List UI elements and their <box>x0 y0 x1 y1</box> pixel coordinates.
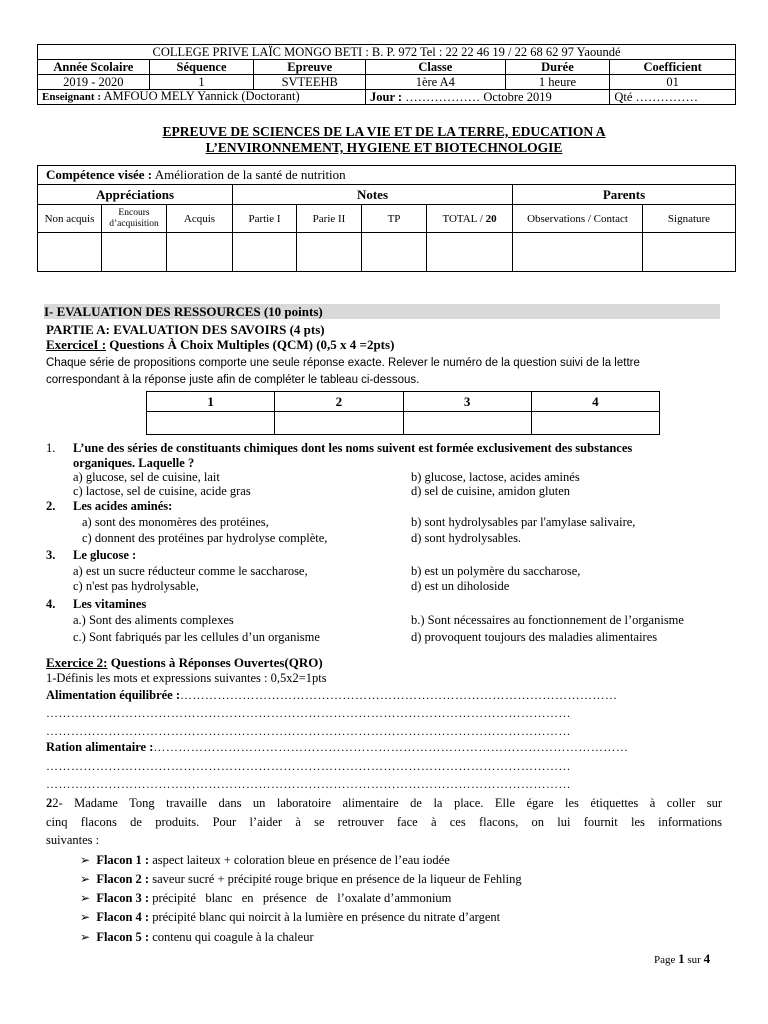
page-mid: sur <box>684 954 704 966</box>
parents-signature: Signature <box>643 205 736 233</box>
flacon-4-text: précipité blanc qui noircit à la lumière en présence du nitrate d’argent <box>149 910 501 924</box>
flacon-3-item <box>80 891 451 906</box>
question-1-option-a: a) glucose, sel de cuisine, lait <box>73 470 220 484</box>
col-label-sequence: Séquence <box>149 60 254 75</box>
appr-non-acquis: Non acquis <box>38 205 102 233</box>
note-partie-2: Parie II <box>297 205 362 233</box>
col-value-sequence: 1 <box>149 75 254 90</box>
blank-cell <box>102 233 167 272</box>
flacon-4-label: Flacon 4 : <box>96 910 150 924</box>
exercise-1-instruction-2: correspondant à la réponse juste afin de compléter le tableau ci-dessous. <box>46 374 420 386</box>
answer-dots-line: ……………………………………………………………………………………………………………… <box>46 777 571 791</box>
blank-cell <box>167 233 233 272</box>
flacon-4-item <box>80 910 500 925</box>
question-1-number: 1. <box>46 441 56 455</box>
blank-cell <box>513 233 643 272</box>
term-2-line <box>46 740 628 755</box>
blank-cell <box>297 233 362 272</box>
question-3-option-c: c) n'est pas hydrolysable, <box>73 579 199 593</box>
exercise-1-heading <box>46 337 394 352</box>
qty-cell: Qté …………… <box>610 90 736 105</box>
flacon-1-text: aspect laiteux + coloration bleue en présence de l’eau iodée <box>149 853 450 867</box>
answer-col-2: 2 <box>275 392 403 412</box>
competence-row <box>38 166 736 185</box>
term-1-line <box>46 688 618 703</box>
arrow-bullet-icon: ➢ <box>80 853 91 867</box>
flacon-5-item <box>80 930 314 945</box>
blank-cell <box>643 233 736 272</box>
blank-cell <box>362 233 427 272</box>
answer-col-3: 3 <box>403 392 531 412</box>
flacon-1-label: Flacon 1 : <box>96 853 150 867</box>
arrow-bullet-icon: ➢ <box>80 872 91 886</box>
day-value: ……………… Octobre 2019 <box>405 89 552 104</box>
flacon-3-label: Flacon 3 : <box>96 891 150 905</box>
question-1-text: L’une des séries de constituants chimiques dont les noms suivent est formée exclusivement des substances <box>73 441 633 455</box>
col-value-epreuve: SVTEEHB <box>254 75 366 90</box>
flacon-1-item <box>80 853 450 868</box>
answer-cell-3[interactable] <box>403 412 531 435</box>
question-3-option-a: a) est un sucre réducteur comme le saccharose, <box>73 564 308 578</box>
col-value-year: 2019 - 2020 <box>38 75 150 90</box>
parents-observations: Observations / Contact <box>513 205 643 233</box>
answer-dots-line: ……………………………………………………………………………………………………………… <box>46 759 571 773</box>
total-label: TOTAL / <box>442 212 486 225</box>
blank-cell <box>233 233 297 272</box>
flacon-5-text: contenu qui coagule à la chaleur <box>149 930 314 944</box>
answer-table <box>146 391 660 435</box>
term-2-dots: …………………………………………………………………………………………………… <box>153 740 629 754</box>
question-3-option-d: d) est un diholoside <box>411 579 510 593</box>
section-heading: I- EVALUATION DES RESSOURCES (10 points) <box>44 304 720 319</box>
question-4-option-c: c.) Sont fabriqués par les cellules d’un organisme <box>73 630 320 644</box>
teacher-cell <box>38 90 366 105</box>
question-4-text: Les vitamines <box>73 597 147 611</box>
answer-cell-2[interactable] <box>275 412 403 435</box>
col-label-coefficient: Coefficient <box>610 60 736 75</box>
day-label: Jour : <box>370 89 403 104</box>
term-2-label: Ration alimentaire : <box>46 740 154 754</box>
exercise-1-label: ExerciceI : <box>46 337 107 352</box>
answer-dots-line: ……………………………………………………………………………………………………………… <box>46 706 571 720</box>
flacon-5-label: Flacon 5 : <box>96 930 150 944</box>
arrow-bullet-icon: ➢ <box>80 930 91 944</box>
q2-paragraph-line-3: suivantes : <box>46 833 100 847</box>
question-1-option-d: d) sel de cuisine, amidon gluten <box>411 484 570 498</box>
answer-cell-4[interactable] <box>531 412 659 435</box>
flacon-2-text: saveur sucré + précipité rouge brique en présence de la liqueur de Fehling <box>149 872 522 886</box>
col-label-classe: Classe <box>366 60 506 75</box>
appr-acquis: Acquis <box>167 205 233 233</box>
exercise-2-title: Questions à Réponses Ouvertes(QRO) <box>107 655 323 670</box>
question-2-option-a: a) sont des monomères des protéines, <box>82 515 269 529</box>
exam-title-line2: L’ENVIRONNEMENT, HYGIENE ET BIOTECHNOLOGIE <box>205 140 563 155</box>
answer-col-4: 4 <box>531 392 659 412</box>
question-2-number: 2. <box>46 499 56 513</box>
q2-number: 2 <box>46 796 53 810</box>
teacher-label: Enseignant : <box>42 91 101 103</box>
exam-title-line1: EPREUVE DE SCIENCES DE LA VIE ET DE LA TERRE, EDUCATION A <box>162 124 606 139</box>
total-value: 20 <box>485 212 497 225</box>
answer-col-1: 1 <box>147 392 275 412</box>
col-label-duree: Durée <box>505 60 610 75</box>
header-table <box>37 44 736 105</box>
group-appreciations: Appréciations <box>38 185 233 205</box>
exercise-2-label: Exercice 2: <box>46 655 108 670</box>
question-2-option-b: b) sont hydrolysables par l'amylase salivaire, <box>411 515 636 529</box>
flacon-2-label: Flacon 2 : <box>96 872 150 886</box>
exercise-1-title: Questions À Choix Multiples (QCM) (0,5 x 4 =2pts) <box>106 337 395 352</box>
appr-encours: Encours d’acquisition <box>102 205 167 233</box>
question-2-text: Les acides aminés: <box>73 499 173 513</box>
teacher-name: AMFOUO MELY Yannick (Doctorant) <box>103 89 300 103</box>
col-label-epreuve: Epreuve <box>254 60 366 75</box>
question-4-number: 4. <box>46 597 56 611</box>
question-3-text: Le glucose : <box>73 548 137 562</box>
q2-line-1-text: 2- Madame Tong travaille dans un laboratoire alimentaire de la place. Elle égare les étiquettes à coller sur <box>52 796 722 810</box>
exercise-2-heading <box>46 655 323 670</box>
blank-cell <box>38 233 102 272</box>
group-parents: Parents <box>513 185 736 205</box>
group-notes: Notes <box>233 185 513 205</box>
flacon-2-item <box>80 872 522 887</box>
col-value-coefficient: 01 <box>610 75 736 90</box>
note-partie-1: Partie I <box>233 205 297 233</box>
page-total: 4 <box>703 951 711 966</box>
question-1-text-2: organiques. Laquelle ? <box>73 456 195 470</box>
term-1-dots: …………………………………………………………………………………………… <box>180 688 618 702</box>
q2-paragraph-line-1 <box>46 796 722 811</box>
page-number <box>654 951 710 968</box>
page-prefix: Page <box>654 954 679 966</box>
question-2-option-d: d) sont hydrolysables. <box>411 531 522 545</box>
q2-paragraph-line-2: cinq flacons de produits. Pour l’aider à se retrouver face à ces flacons, on lui fournit les informations <box>46 815 722 829</box>
question-4-option-b: b.) Sont nécessaires au fonctionnement de l’organisme <box>411 613 684 627</box>
question-4-option-a: a.) Sont des aliments complexes <box>73 613 234 627</box>
arrow-bullet-icon: ➢ <box>80 891 91 905</box>
exercise-1-instruction-1: Chaque série de propositions comporte une seule réponse exacte. Relever le numéro de la question suivi de la lettre <box>46 357 640 369</box>
part-a-heading: PARTIE A: EVALUATION DES SAVOIRS (4 pts) <box>46 322 325 337</box>
school-line: COLLEGE PRIVE LAÏC MONGO BETI : B. P. 972 Tel : 22 22 46 19 / 22 68 62 97 Yaoundé <box>38 45 736 60</box>
col-value-duree: 1 heure <box>505 75 610 90</box>
competence-label: Compétence visée : <box>46 167 153 182</box>
question-3-option-b: b) est un polymère du saccharose, <box>411 564 581 578</box>
blank-cell <box>427 233 513 272</box>
answer-dots-line: ……………………………………………………………………………………………………………… <box>46 724 571 738</box>
col-label-year: Année Scolaire <box>38 60 150 75</box>
question-2-option-c: c) donnent des protéines par hydrolyse complète, <box>82 531 328 545</box>
col-value-classe: 1ère A4 <box>366 75 506 90</box>
term-1-label: Alimentation équilibrée : <box>46 688 181 702</box>
grading-table <box>37 165 736 272</box>
note-total <box>427 205 513 233</box>
note-tp: TP <box>362 205 427 233</box>
day-cell <box>366 90 610 105</box>
question-3-number: 3. <box>46 548 56 562</box>
competence-value: Amélioration de la santé de nutrition <box>154 167 346 182</box>
question-1-option-c: c) lactose, sel de cuisine, acide gras <box>73 484 251 498</box>
page-current: 1 <box>678 951 685 966</box>
answer-cell-1[interactable] <box>147 412 275 435</box>
arrow-bullet-icon: ➢ <box>80 910 91 924</box>
exercise-2-question-1: 1-Définis les mots et expressions suivantes : 0,5x2=1pts <box>46 671 327 685</box>
question-4-option-d: d) provoquent toujours des maladies alimentaires <box>411 630 658 644</box>
question-1-option-b: b) glucose, lactose, acides aminés <box>411 470 580 484</box>
flacon-3-text: précipité blanc en présence de l’oxalate d’ammonium <box>149 891 452 905</box>
